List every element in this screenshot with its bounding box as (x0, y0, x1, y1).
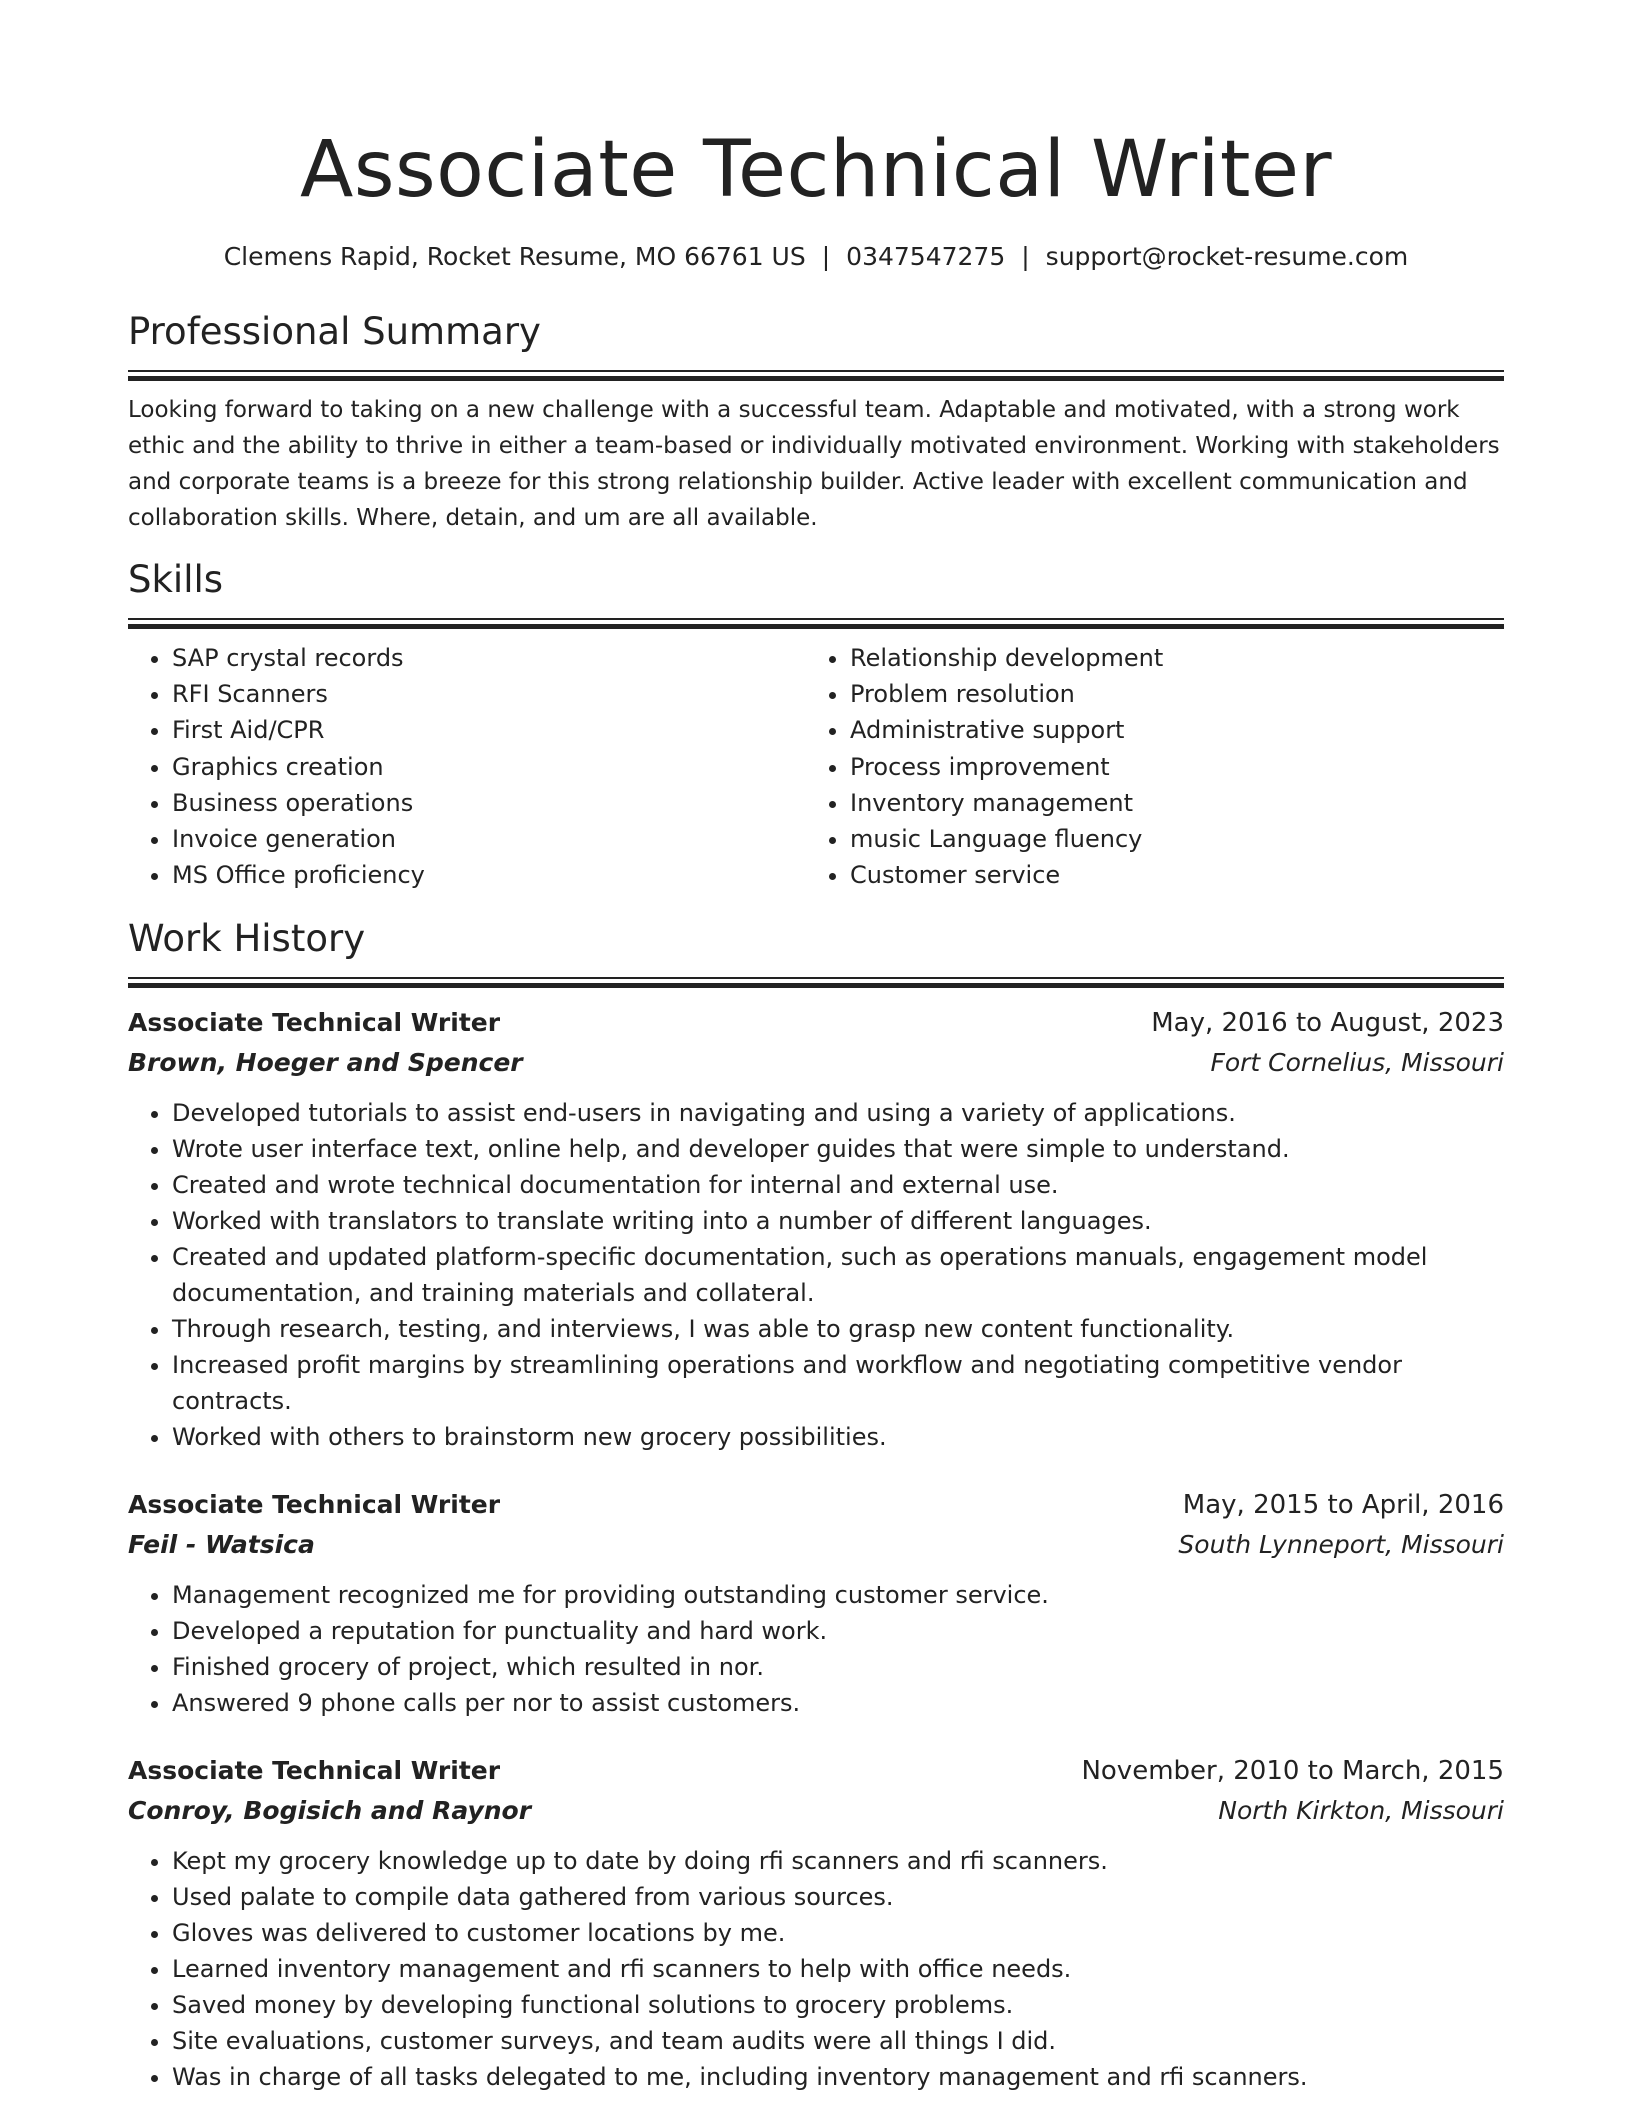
job-header (128, 1003, 1504, 1043)
job-bullet: • Wrote user interface text, online help, and developer guides that were simple to understand. (172, 1131, 1504, 1167)
skill-item: • Administrative support (850, 712, 1484, 748)
job-bullet: • Site evaluations, customer surveys, and team audits were all things I did. (172, 2023, 1504, 2059)
skills-list-right (806, 640, 1484, 893)
contact-email: support@rocket-resume.com (1045, 242, 1409, 271)
job-dates: November, 2010 to March, 2015 (1081, 1756, 1504, 1787)
skill-item: • First Aid/CPR (172, 712, 806, 748)
job-title: Associate Technical Writer (128, 1490, 501, 1520)
job-subheader (128, 1043, 1504, 1083)
section-title-skills: Skills (128, 558, 224, 601)
section-title-work: Work History (128, 917, 366, 961)
job-header (128, 1751, 1504, 1791)
resume-name: Associate Technical Writer (299, 125, 1333, 215)
job-entry (128, 1751, 1504, 2095)
skill-item: • Graphics creation (172, 749, 806, 785)
job-entry (128, 1485, 1504, 1721)
job-location: Fort Cornelius, Missouri (1210, 1048, 1504, 1078)
skill-item: • MS Office proficiency (172, 857, 806, 893)
job-location: South Lynneport, Missouri (1178, 1530, 1504, 1560)
contact-address: Clemens Rapid, Rocket Resume, MO 66761 US (223, 242, 806, 271)
skill-item: • Invoice generation (172, 821, 806, 857)
job-dates: May, 2015 to April, 2016 (1182, 1490, 1504, 1521)
job-bullets (128, 1577, 1504, 1721)
job-bullet: • Kept my grocery knowledge up to date by doing rfi scanners and rfi scanners. (172, 1843, 1504, 1879)
skill-item: • Relationship development (850, 640, 1484, 676)
job-bullet: • Developed a reputation for punctuality and hard work. (172, 1613, 1504, 1649)
skill-item: • Process improvement (850, 749, 1484, 785)
job-bullet: • Answered 9 phone calls per nor to assist customers. (172, 1685, 1504, 1721)
job-title: Associate Technical Writer (128, 1008, 501, 1038)
job-title: Associate Technical Writer (128, 1756, 501, 1786)
job-company: Conroy, Bogisich and Raynor (128, 1796, 532, 1826)
skill-item: • SAP crystal records (172, 640, 806, 676)
job-location: North Kirkton, Missouri (1218, 1796, 1504, 1826)
section-divider (128, 370, 1504, 380)
job-bullet: • Increased profit margins by streamlining operations and workflow and negotiating competitive vendor contracts. (172, 1347, 1504, 1419)
job-bullet: • Saved money by developing functional solutions to grocery problems. (172, 1987, 1504, 2023)
section-title-summary: Professional Summary (128, 310, 541, 353)
job-bullets (128, 1095, 1504, 1455)
contact-separator: | (821, 242, 831, 271)
job-bullet: • Created and wrote technical documentation for internal and external use. (172, 1167, 1504, 1203)
skill-item: • Customer service (850, 857, 1484, 893)
job-header (128, 1485, 1504, 1525)
job-subheader (128, 1525, 1504, 1565)
job-dates: May, 2016 to August, 2023 (1151, 1008, 1504, 1039)
job-bullet: • Used palate to compile data gathered from various sources. (172, 1879, 1504, 1915)
job-bullet: • Was in charge of all tasks delegated to me, including inventory management and rfi scanners. (172, 2059, 1504, 2095)
skill-item: • Problem resolution (850, 676, 1484, 712)
skills-grid (128, 640, 1504, 893)
job-bullet: • Gloves was delivered to customer locations by me. (172, 1915, 1504, 1951)
skill-item: • music Language fluency (850, 821, 1484, 857)
job-bullet: • Worked with translators to translate writing into a number of different languages. (172, 1203, 1504, 1239)
skill-item: • Inventory management (850, 785, 1484, 821)
job-entry (128, 1003, 1504, 1455)
work-section (128, 915, 1504, 2095)
job-company: Brown, Hoeger and Spencer (128, 1048, 523, 1078)
summary-section (128, 308, 1504, 536)
section-divider (128, 977, 1504, 987)
resume-page (128, 0, 1504, 2095)
job-bullet: • Management recognized me for providing outstanding customer service. (172, 1577, 1504, 1613)
job-bullet: • Worked with others to brainstorm new grocery possibilities. (172, 1419, 1504, 1455)
contact-line (128, 240, 1504, 274)
skills-section (128, 556, 1504, 893)
skills-list-left (128, 640, 806, 893)
job-bullet: • Learned inventory management and rfi scanners to help with office needs. (172, 1951, 1504, 1987)
job-bullet: • Developed tutorials to assist end-users in navigating and using a variety of applications. (172, 1095, 1504, 1131)
job-company: Feil - Watsica (128, 1530, 315, 1560)
contact-separator: | (1021, 242, 1030, 271)
summary-text: Looking forward to taking on a new challenge with a successful team. Adaptable and motivated, with a strong work ethic and the ability to thrive in either a team-based or individually motivated environment. Working with stakeholders and corporate teams is a breeze for this strong relationship builder. Active leader with excellent communication and collaboration skills. Where, detain, and um are all available. (128, 397, 1500, 531)
job-bullet: • Finished grocery of project, which resulted in nor. (172, 1649, 1504, 1685)
job-bullet: • Through research, testing, and interviews, I was able to grasp new content functionality. (172, 1311, 1504, 1347)
skill-item: • Business operations (172, 785, 806, 821)
job-subheader (128, 1791, 1504, 1831)
job-bullet: • Created and updated platform-specific documentation, such as operations manuals, engagement model documentation, and training materials and collateral. (172, 1239, 1504, 1311)
section-divider (128, 618, 1504, 628)
job-bullets (128, 1843, 1504, 2095)
skill-item: • RFI Scanners (172, 676, 806, 712)
contact-phone: 0347547275 (846, 242, 1006, 271)
